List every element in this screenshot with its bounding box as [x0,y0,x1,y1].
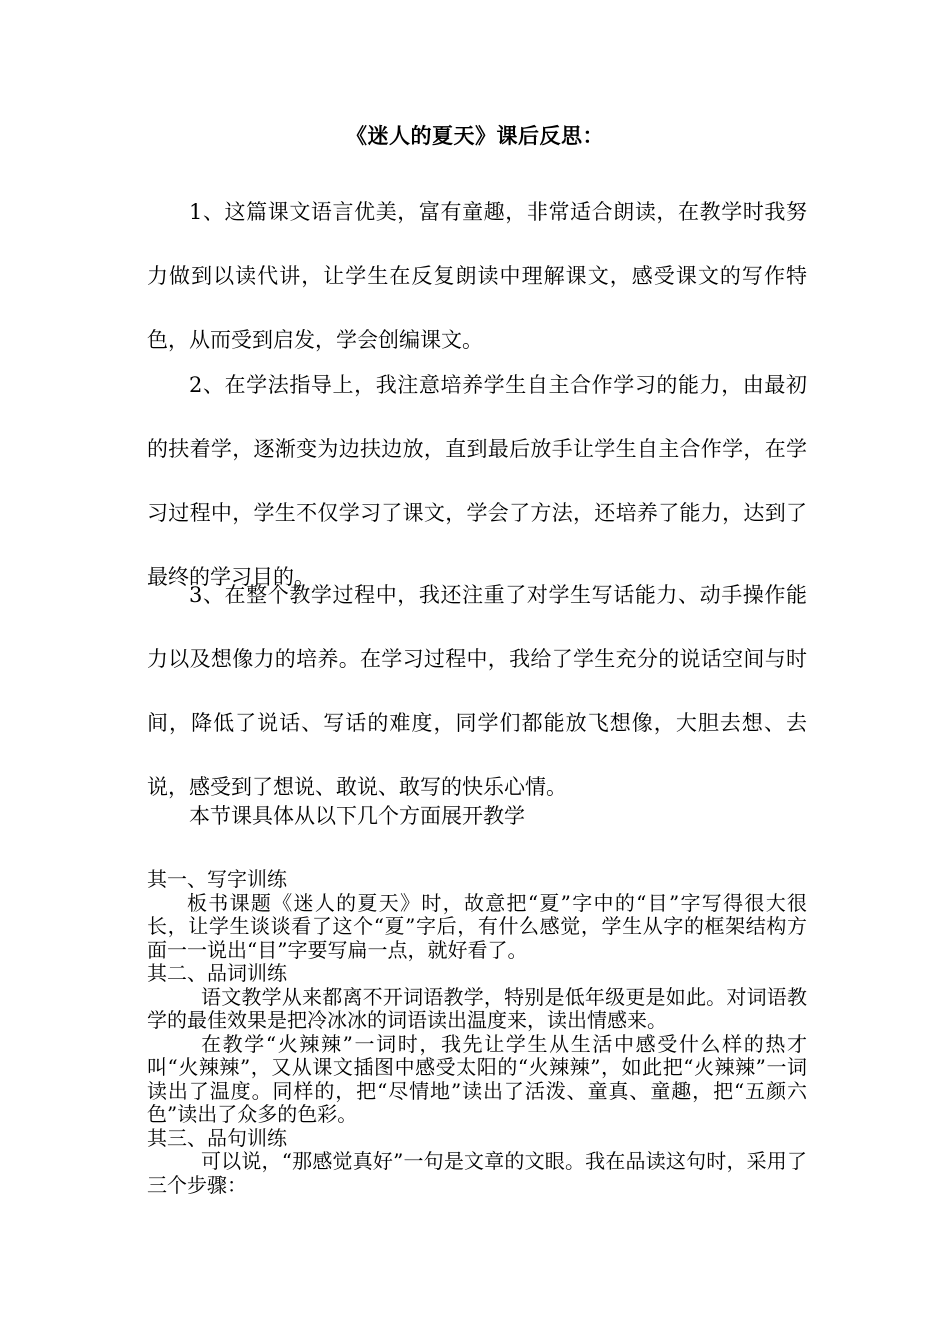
section-heading-writing: 其一、写字训练 [147,867,287,891]
section-heading-sentences: 其三、品句训练 [147,1125,287,1150]
reflection-paragraph-1: 1、这篇课文语言优美，富有童趣，非常适合朗读，在教学时我努力做到以读代讲，让学生在反复朗读中理解课文，感受课文的写作特色，从而受到启发，学会创编课文。 [147,200,807,352]
intro-line: 本节课具体从以下几个方面展开教学 [189,804,525,828]
reflection-paragraph-3: 3、在整个教学过程中，我还注重了对学生写话能力、动手操作能力以及想像力的培养。在学习过程中，我给了学生充分的说话空间与时间，降低了说话、写话的难度，同学们都能放飞想像，大胆去想、去说，感受到了想说、敢说、敢写的快乐心情。 [147,583,807,799]
document-title: 《迷人的夏天》课后反思： [346,123,604,148]
section-paragraph: 可以说，“那感觉真好”一句是文章的文眼。我在品读这句时，采用了三个步骤： [147,1149,807,1197]
section-paragraph: 板书课题《迷人的夏天》时，故意把“夏”字中的“目”字写得很大很长，让学生谈谈看了这个“夏”字后，有什么感觉，学生从字的框架结构方面一一说出“目”字要写扁一点，就好看了。 [147,890,807,962]
teaching-details-section [147,868,807,1197]
section-paragraph: 在教学“火辣辣”一词时，我先让学生从生活中感受什么样的热才叫“火辣辣”，又从课文插图中感受太阳的“火辣辣”，如此把“火辣辣”一词读出了温度。同样的，把“尽情地”读出了活泼、童真、童趣，把“五颜六色”读出了众多的色彩。 [147,1031,807,1126]
section-heading-words: 其二、品词训练 [147,961,287,985]
section-paragraph: 语文教学从来都离不开词语教学，特别是低年级更是如此。对词语教学的最佳效果是把冷冰冰的词语读出温度来，读出情感来。 [147,984,807,1032]
reflection-paragraph-2: 2、在学法指导上，我注意培养学生自主合作学习的能力，由最初的扶着学，逐渐变为边扶边放，直到最后放手让学生自主合作学，在学习过程中，学生不仅学习了课文，学会了方法，还培养了能力，达到了最终的学习目的。 [147,373,807,589]
